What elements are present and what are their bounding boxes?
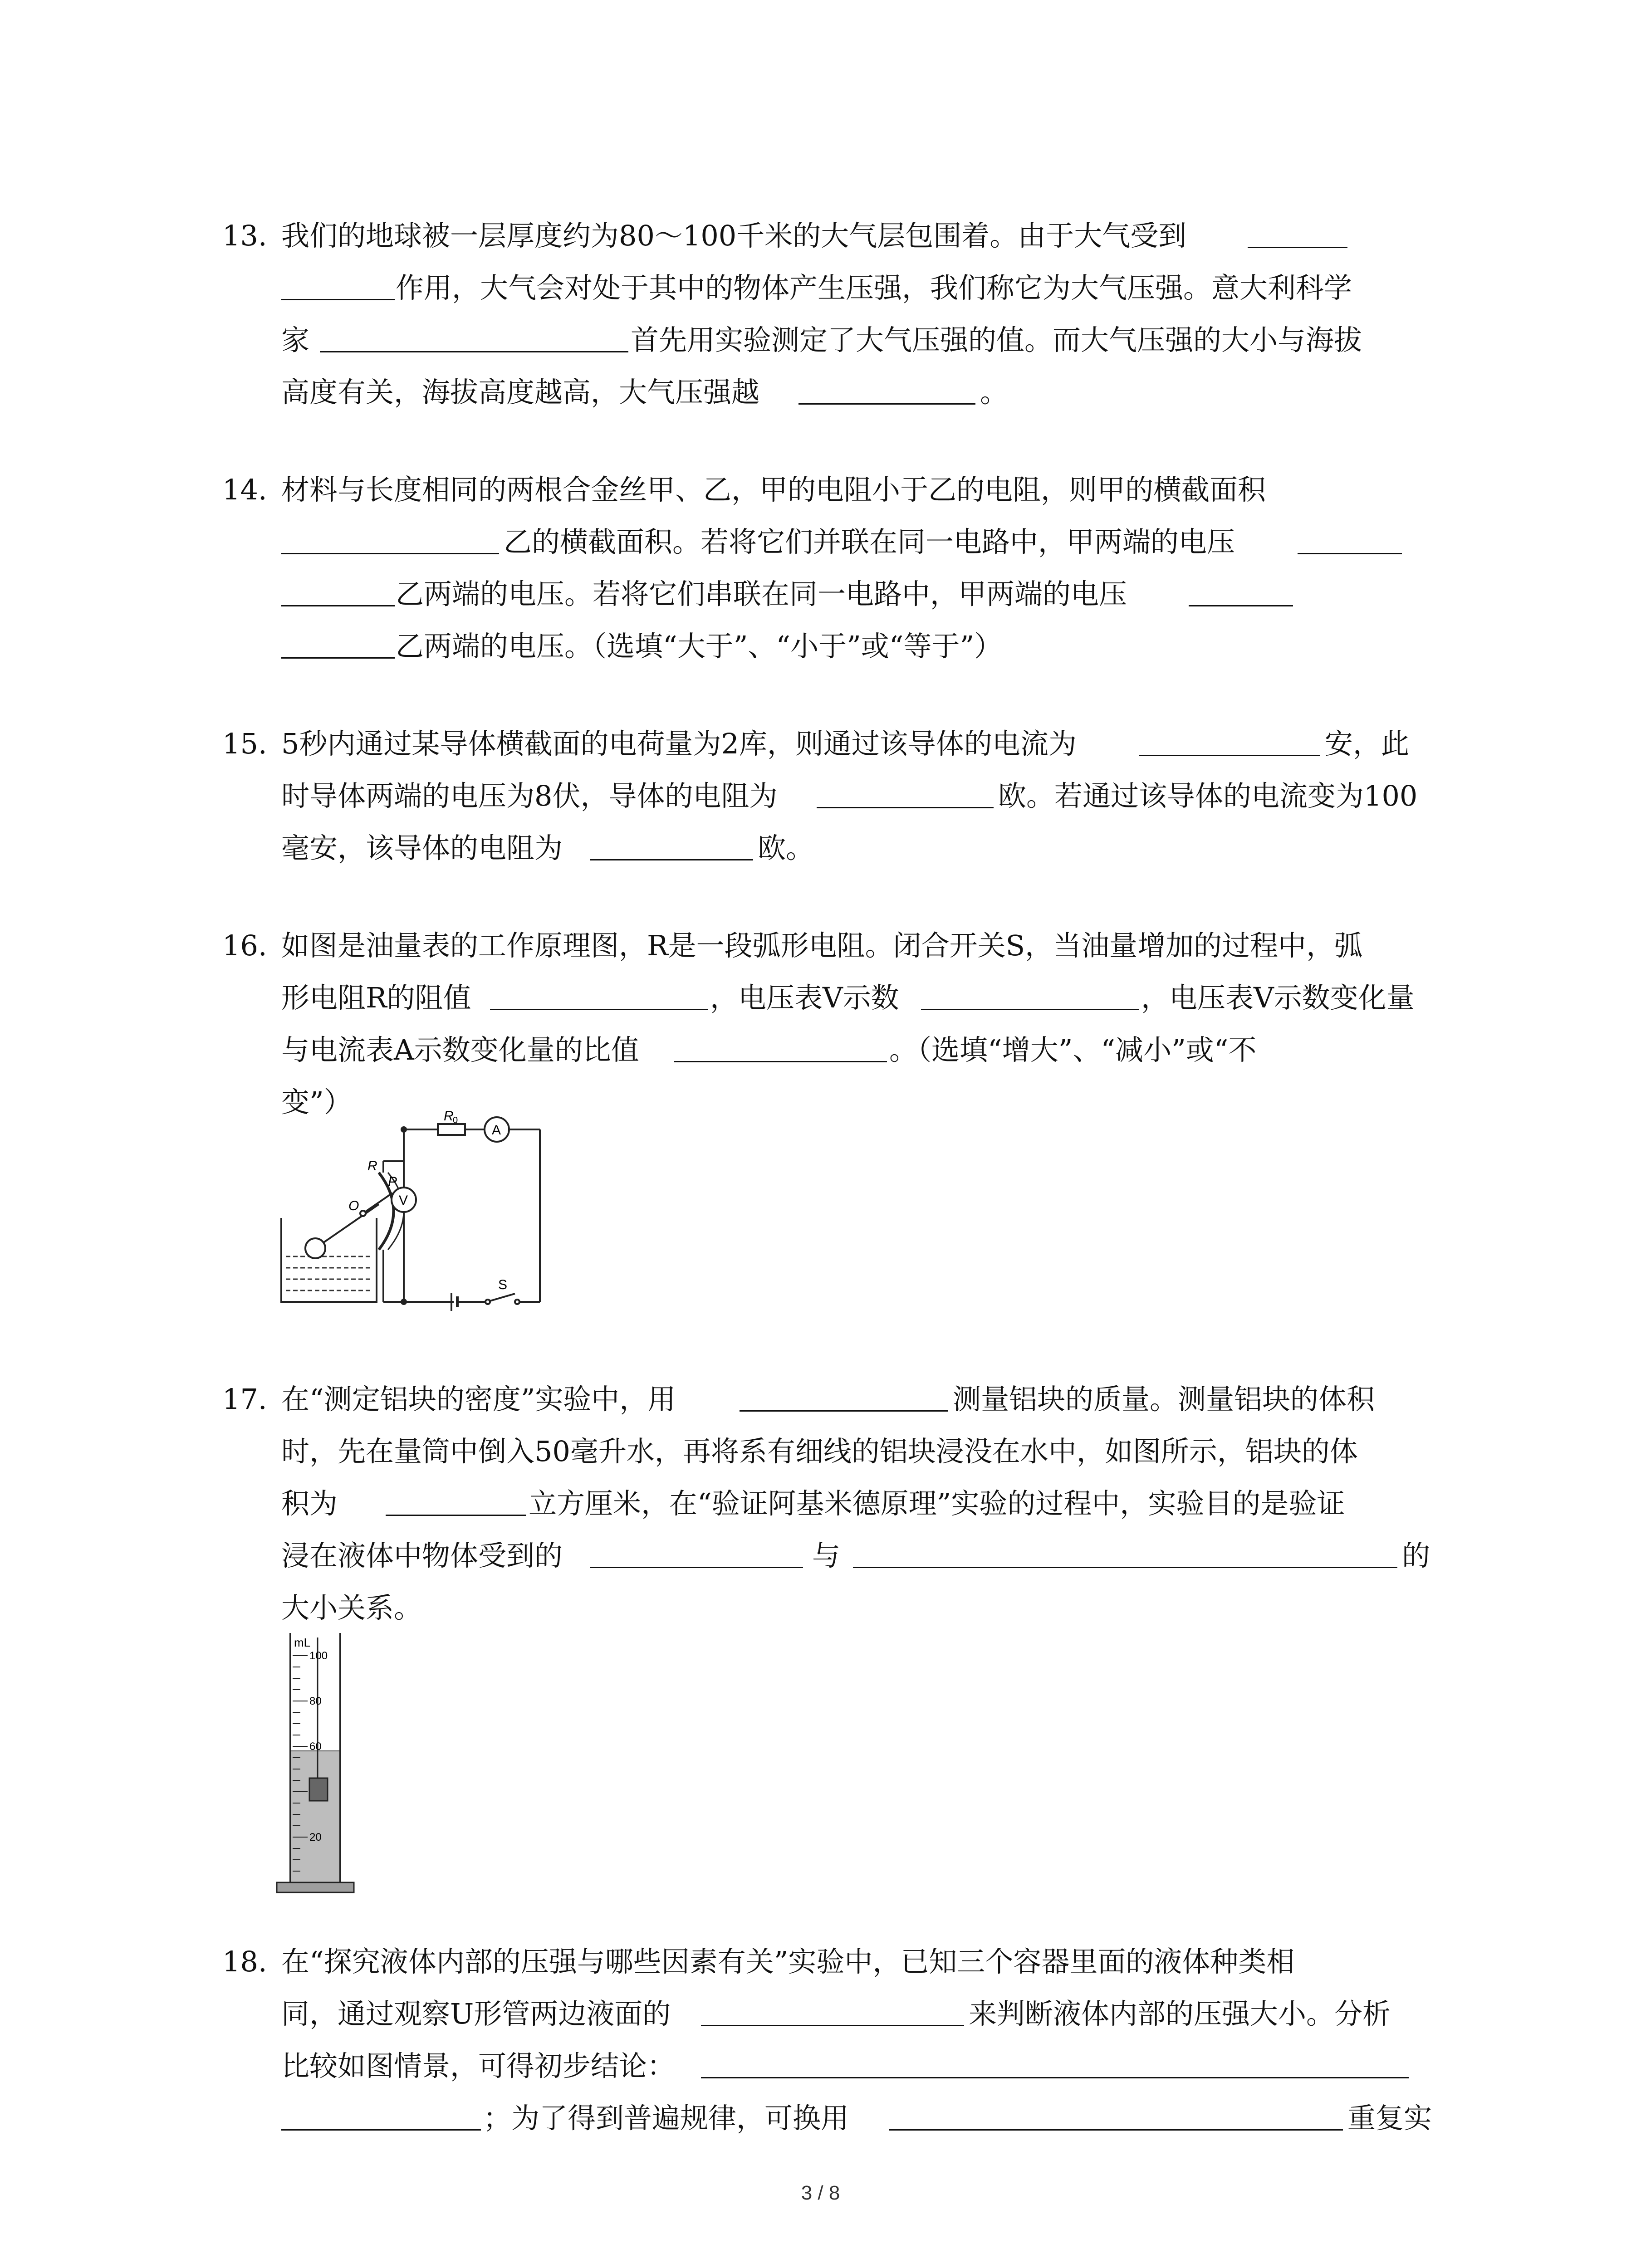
- question-text: 家: [281, 323, 310, 357]
- question-text: 来判断液体内部的压强大小。分析: [969, 1997, 1391, 2030]
- answer-blank[interactable]: [281, 576, 395, 606]
- question-number: 14.: [222, 473, 267, 506]
- question-number: 16.: [222, 929, 267, 962]
- question-text: 材料与长度相同的两根合金丝甲、乙，甲的电阻小于乙的电阻，则甲的横截面积: [281, 473, 1266, 506]
- question-text: 在“探究液体内部的压强与哪些因素有关”实验中，已知三个容器里面的液体种类相: [281, 1945, 1295, 1978]
- question-text: 乙两端的电压。（选填“大于”、“小于”或“等于”）: [396, 630, 1003, 663]
- answer-blank[interactable]: [281, 2100, 481, 2131]
- answer-blank[interactable]: [490, 980, 708, 1010]
- question-text: 在“测定铝块的密度”实验中，用: [281, 1383, 676, 1416]
- question-text: 毫安，该导体的电阻为: [281, 831, 563, 865]
- question-text: 变”）: [281, 1085, 352, 1119]
- question-number: 15.: [222, 727, 267, 760]
- question-text: 形电阻R的阻值: [281, 981, 471, 1014]
- question-text: 首先用实验测定了大气压强的值。而大气压强的大小与海拔: [631, 323, 1362, 357]
- r0-subscript: 0: [453, 1115, 458, 1125]
- page-number: 3 / 8: [801, 2182, 840, 2204]
- question-text: ；为了得到普遍规律，可换用: [483, 2102, 849, 2135]
- question-text: ，电压表V示数: [710, 981, 899, 1014]
- question-text: 安，此: [1325, 727, 1410, 760]
- oil-gauge-circuit-figure: [272, 1109, 563, 1334]
- voltmeter-label: V: [399, 1193, 408, 1208]
- question-number: 17.: [222, 1383, 267, 1416]
- answer-blank[interactable]: [1139, 726, 1320, 756]
- answer-blank[interactable]: [889, 2100, 1343, 2131]
- answer-blank[interactable]: [921, 980, 1139, 1010]
- answer-blank[interactable]: [740, 1381, 948, 1412]
- question-text: 重复实: [1347, 2102, 1432, 2135]
- answer-blank[interactable]: [853, 1538, 1397, 1568]
- question-text: 乙两端的电压。若将它们串联在同一电路中，甲两端的电压: [396, 577, 1127, 611]
- question-text: 立方厘米，在“验证阿基米德原理”实验的过程中，实验目的是验证: [529, 1487, 1345, 1520]
- answer-blank[interactable]: [590, 830, 753, 860]
- question-text: 与: [812, 1539, 841, 1572]
- question-text: 5秒内通过某导体横截面的电荷量为2库，则通过该导体的电流为: [281, 727, 1077, 760]
- ammeter-label: A: [492, 1123, 501, 1138]
- question-text: 如图是油量表的工作原理图，R是一段弧形电阻。闭合开关S，当油量增加的过程中，弧: [281, 929, 1363, 962]
- r0-label: R: [444, 1109, 454, 1124]
- tick-label-100: 100: [309, 1650, 328, 1662]
- answer-blank[interactable]: [281, 524, 499, 554]
- answer-blank[interactable]: [281, 628, 395, 659]
- p-label: P: [388, 1174, 397, 1189]
- tick-label-20: 20: [309, 1831, 322, 1843]
- question-text: 与电流表A示数变化量的比值: [281, 1033, 639, 1066]
- r-label: R: [367, 1158, 377, 1173]
- tick-label-80: 80: [309, 1695, 322, 1707]
- measuring-cylinder-figure: [272, 1628, 358, 1896]
- answer-blank[interactable]: [701, 1996, 964, 2026]
- question-text: 的: [1402, 1539, 1430, 1572]
- question-text: 时，先在量筒中倒入50毫升水，再将系有细线的铝块浸没在水中，如图所示，铝块的体: [281, 1435, 1358, 1468]
- answer-blank[interactable]: [674, 1032, 887, 1062]
- answer-blank[interactable]: [281, 270, 395, 300]
- question-text: 欧。: [758, 831, 814, 865]
- question-text: 时导体两端的电压为8伏，导体的电阻为: [281, 779, 778, 812]
- question-number: 18.: [222, 1945, 267, 1978]
- question-text: 大小关系。: [281, 1591, 422, 1624]
- question-text: 欧。若通过该导体的电流变为100: [998, 779, 1418, 812]
- switch-label: S: [498, 1277, 508, 1292]
- question-text: 测量铝块的质量。测量铝块的体积: [953, 1383, 1375, 1416]
- answer-blank[interactable]: [1298, 524, 1402, 554]
- answer-blank[interactable]: [590, 1538, 803, 1568]
- answer-blank[interactable]: [386, 1486, 526, 1516]
- question-text: 浸在液体中物体受到的: [281, 1539, 563, 1572]
- question-text: ，电压表V示数变化量: [1141, 981, 1415, 1014]
- question-text: 。: [980, 376, 1009, 409]
- question-text: 同，通过观察U形管两边液面的: [281, 1997, 671, 2030]
- question-number: 13.: [222, 219, 267, 252]
- answer-blank[interactable]: [701, 2048, 1409, 2078]
- unit-label: mL: [294, 1636, 311, 1649]
- answer-blank[interactable]: [1189, 576, 1293, 606]
- question-text: 乙的横截面积。若将它们并联在同一电路中，甲两端的电压: [504, 525, 1235, 558]
- answer-blank[interactable]: [817, 778, 994, 808]
- answer-blank[interactable]: [1248, 218, 1347, 248]
- answer-blank[interactable]: [798, 374, 975, 405]
- o-label: O: [348, 1198, 359, 1213]
- question-text: 高度有关，海拔高度越高，大气压强越: [281, 376, 760, 409]
- question-text: 作用，大气会对处于其中的物体产生压强，我们称它为大气压强。意大利科学: [396, 271, 1352, 304]
- question-text: 我们的地球被一层厚度约为80～100千米的大气层包围着。由于大气受到: [281, 219, 1187, 252]
- question-text: 积为: [281, 1487, 338, 1520]
- question-text: 。（选填“增大”、“减小”或“不: [889, 1033, 1257, 1066]
- answer-blank[interactable]: [320, 322, 628, 352]
- tick-label-60: 60: [309, 1740, 322, 1753]
- question-text: 比较如图情景，可得初步结论：: [281, 2049, 676, 2082]
